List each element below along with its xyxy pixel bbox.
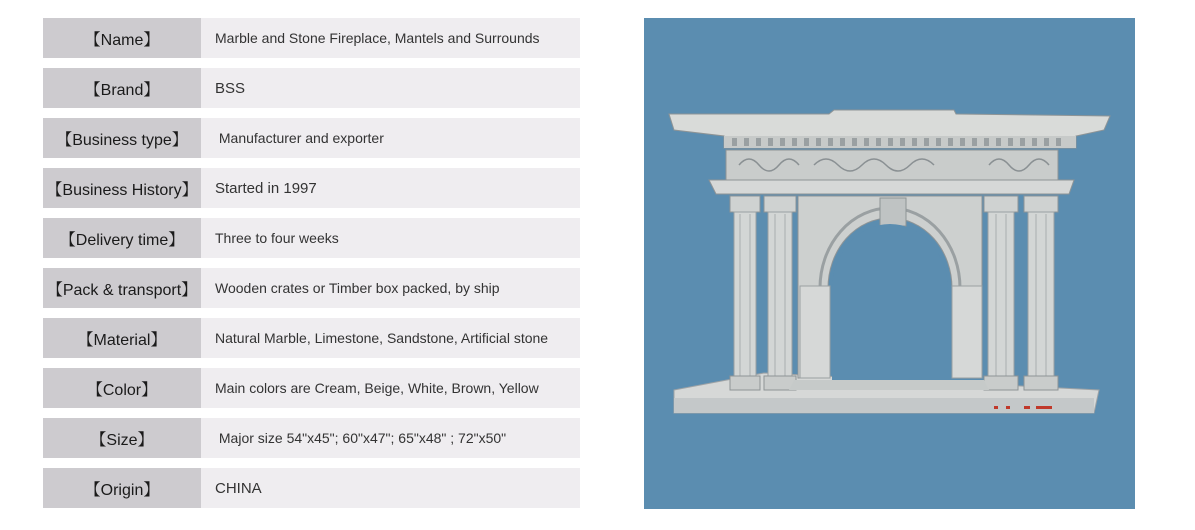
spec-value: Marble and Stone Fireplace, Mantels and Surrounds [201,18,580,58]
spec-value: BSS [201,68,580,108]
spec-value: Main colors are Cream, Beige, White, Brown, Yellow [201,368,580,408]
spec-label: 【Name】 [43,18,201,58]
spec-label: 【Business History】 [43,168,201,208]
spec-value: Manufacturer and exporter [201,118,580,158]
spec-row-name [43,18,580,58]
spec-row-material [43,318,580,358]
spec-row-business-type [43,118,580,158]
spec-label: 【Delivery time】 [43,218,201,258]
spec-row-size [43,418,580,458]
spec-row-business-history [43,168,580,208]
fireplace-photo [644,18,1135,509]
spec-value: CHINA [201,468,580,508]
fireplace-illustration [644,18,1135,509]
spec-value: Three to four weeks [201,218,580,258]
spec-value: Natural Marble, Limestone, Sandstone, Artificial stone [201,318,580,358]
spec-value: Wooden crates or Timber box packed, by ship [201,268,580,308]
spec-value: Started in 1997 [201,168,580,208]
spec-label: 【Color】 [43,368,201,408]
spec-row-brand [43,68,580,108]
spec-label: 【Size】 [43,418,201,458]
spec-row-origin [43,468,580,508]
spec-table [43,18,580,518]
spec-label: 【Origin】 [43,468,201,508]
spec-row-color [43,368,580,408]
spec-row-pack-transport [43,268,580,308]
spec-label: 【Pack & transport】 [43,268,201,308]
spec-value: Major size 54"x45"; 60"x47"; 65"x48" ; 72"x50" [201,418,580,458]
spec-row-delivery-time [43,218,580,258]
spec-label: 【Brand】 [43,68,201,108]
spec-label: 【Material】 [43,318,201,358]
spec-label: 【Business type】 [43,118,201,158]
